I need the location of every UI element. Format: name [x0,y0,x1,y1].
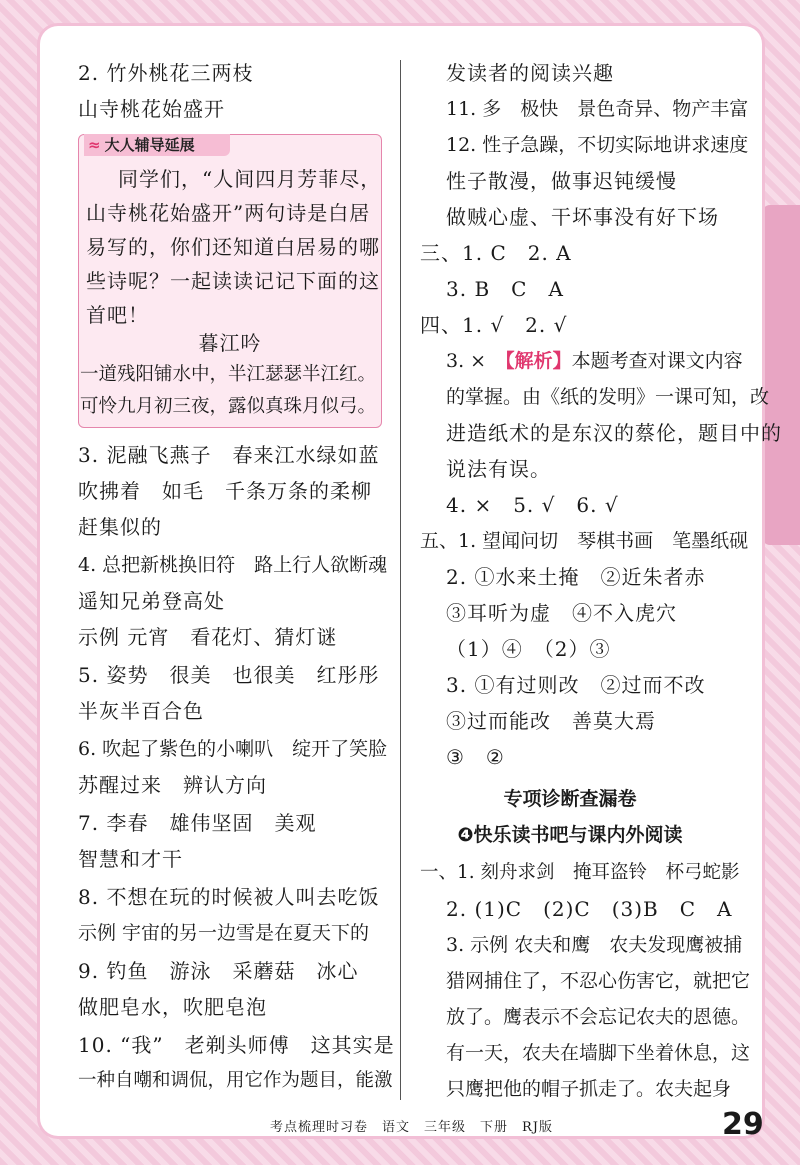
answer-line: 3. 示例 农夫和鹰 农夫发现鹰被捕 [446,934,743,956]
answer-line: 做贼心虚、干坏事没有好下场 [446,205,719,229]
answer-line: 赶集似的 [78,515,162,539]
poem-line: 一道残阳铺水中，半江瑟瑟半江红。 [80,364,377,385]
column-divider [400,60,401,1100]
box-text-line: 些诗呢？一起读读记记下面的这 [86,269,380,293]
answer-line: 11. 多 极快 景色奇异、物产丰富 [446,98,749,120]
answer-line: （1）④ （2）③ [446,637,611,661]
answer-line: 示例 元宵 看花灯、猜灯谜 [78,625,338,649]
answer-line: 12. 性子急躁，不切实际地讲求速度 [446,134,749,156]
answer-line: 发读者的阅读兴趣 [446,61,614,85]
answer-line: 示例 宇宙的另一边雪是在夏天下的 [78,922,370,944]
footer-text: 考点梳理时习卷 语文 三年级 下册 RJ版 [270,1120,553,1135]
answer-line: 做肥皂水，吹肥皂泡 [78,995,267,1019]
answer-line: 四、1. √ 2. √ [420,313,568,337]
page-number: 29 [722,1107,764,1142]
answer-line: 3. B C A [446,277,564,301]
answer-line: 放了。鹰表示不会忘记农夫的恩德。 [446,1006,751,1028]
poem-title: 暮江吟 [198,331,262,355]
answer-line: 2. (1)C (2)C (3)B C A [446,897,733,921]
answer-line: ③ ② [446,745,505,769]
answer-line: 2. ①水来土掩 ②近朱者赤 [446,565,706,589]
left-line-1: 2. 竹外桃花三两枝 [78,61,254,85]
answer-line: 一、1. 刻舟求剑 掩耳盗铃 杯弓蛇影 [420,862,740,883]
answer-line: 8. 不想在玩的时候被人叫去吃饭 [78,885,380,909]
wave-icon: ≈ [88,136,101,154]
answer-line: 4. 总把新桃换旧符 路上行人欲断魂 [78,554,388,576]
answer-line: 的掌握。由《纸的发明》一课可知，改 [446,386,770,408]
answer-line: 5. 姿势 很美 也很美 红彤彤 [78,663,380,687]
tutor-extension-title [84,134,230,156]
answer-line: 进造纸术的是东汉的蔡伦，题目中的 [446,421,782,445]
analysis-marker: 【解析】 [505,350,572,372]
answer-line: 说法有误。 [446,457,551,481]
section-subtitle: ❹快乐读书吧与课内外阅读 [457,824,683,846]
answer-line: 9. 钓鱼 游泳 采蘑菇 冰心 [78,959,359,983]
answer-line: ③过而能改 善莫大焉 [446,709,656,733]
answer-line: 只鹰把他的帽子抓走了。农夫起身 [446,1078,732,1100]
side-tab [762,205,800,545]
answer-line: 性子散漫，做事迟钝缓慢 [446,169,677,193]
answer-line: 猎网捕住了，不忍心伤害它，就把它 [446,970,751,992]
answer-line: 7. 李春 雄伟坚固 美观 [78,811,317,835]
box-text-line: 首吧！ [86,303,149,327]
answer-line: 10. “我” 老剃头师傅 这其实是 [78,1033,395,1057]
answer-line: 4. × 5. √ 6. √ [446,493,619,517]
box-text-line: 山寺桃花始盛开”两句诗是白居 [86,201,371,225]
answer-line: 苏醒过来 辨认方向 [78,773,267,797]
answer-line: 智慧和才干 [78,847,183,871]
box-text-line: 易写的，你们还知道白居易的哪 [86,235,380,259]
answer-line: ③耳听为虚 ④不入虎穴 [446,601,677,625]
answer-line: 3. ①有过则改 ②过而不改 [446,673,706,697]
answer-line: 遥知兄弟登高处 [78,589,225,613]
box-title-text: 大人辅导延展 [104,136,195,154]
box-text-line: 同学们，“人间四月芳菲尽， [118,167,382,191]
poem-line: 可怜九月初三夜，露似真珠月似弓。 [80,396,377,417]
answer-line: 一种自嘲和调侃，用它作为题目，能激 [78,1070,393,1091]
answer-line: 半灰半百合色 [78,699,204,723]
left-line-2: 山寺桃花始盛开 [78,97,225,121]
section-title: 专项诊断查漏卷 [503,788,637,810]
answer-line: 6. 吹起了紫色的小喇叭 绽开了笑脸 [78,738,388,760]
answer-line: 有一天，农夫在墙脚下坐着休息，这 [446,1042,751,1064]
answer-line: 3. 泥融飞燕子 春来江水绿如蓝 [78,443,380,467]
answer-line-analysis: 3. × 【解析】本题考查对课文内容 [446,350,743,372]
answer-line: 吹拂着 如毛 千条万条的柔柳 [78,479,372,503]
answer-line: 三、1. C 2. A [420,241,572,265]
answer-line: 五、1. 望闻问切 琴棋书画 笔墨纸砚 [420,530,749,552]
